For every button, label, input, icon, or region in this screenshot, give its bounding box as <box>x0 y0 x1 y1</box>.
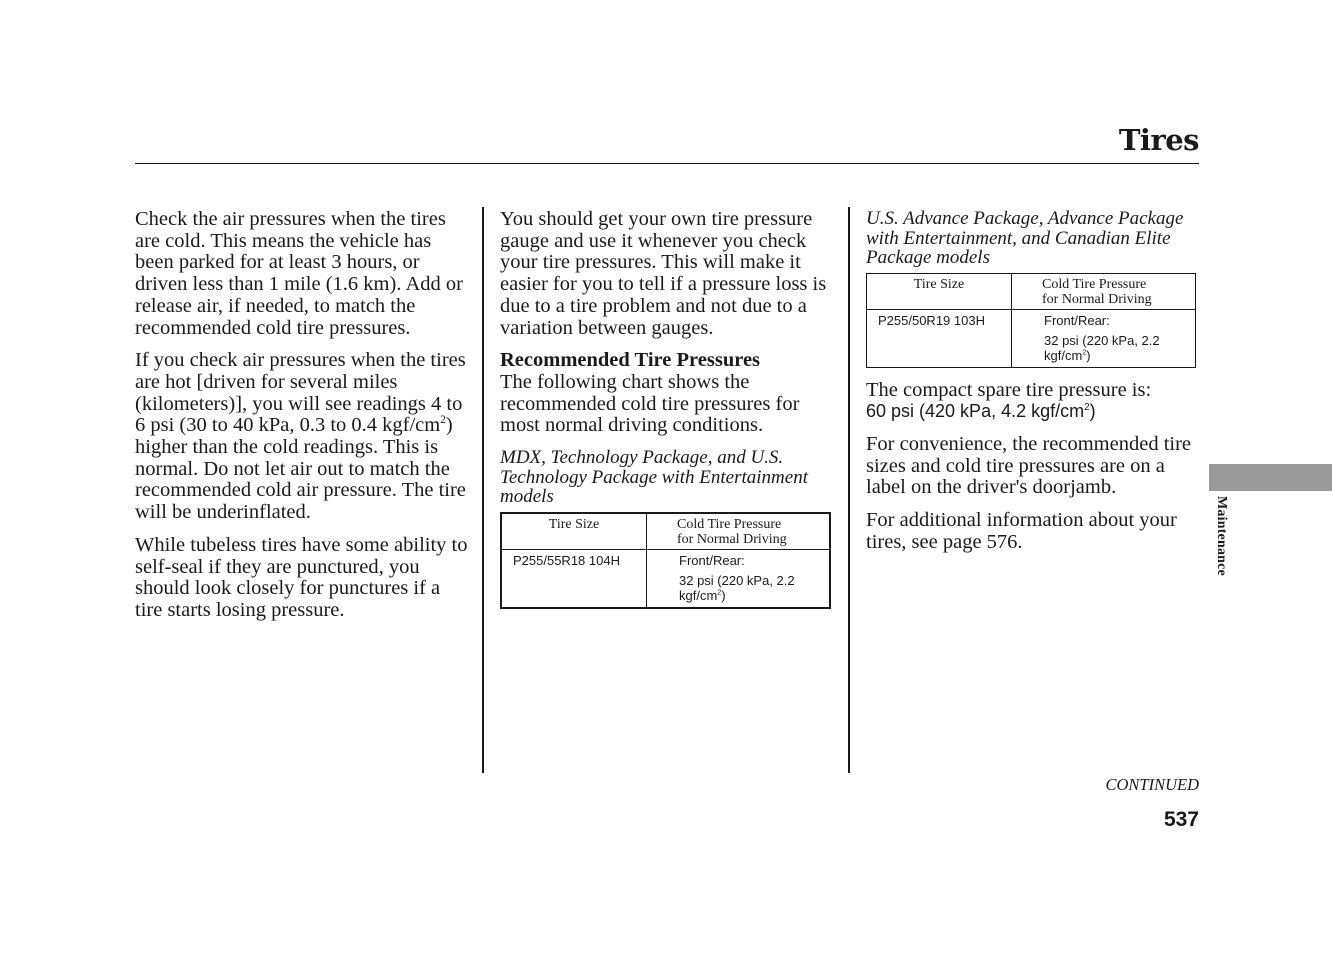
squared-superscript: 2 <box>717 588 722 597</box>
pressure-value-text: 32 psi (220 kPa, 2.2 kgf/cm <box>679 572 795 603</box>
squared-superscript: 2 <box>1084 402 1090 414</box>
pressure-value-close: ) <box>1086 347 1091 363</box>
pressure-value <box>679 573 819 603</box>
table-header-row <box>501 513 830 550</box>
tire-pressure-table-mdx <box>500 512 831 609</box>
hot-check-paragraph <box>135 350 471 524</box>
chart-intro-paragraph: The following chart shows the recommended cold tire pressures for most normal driving conditions. <box>500 370 800 437</box>
pressure-cell <box>1012 309 1196 367</box>
col-header-pressure <box>647 513 831 550</box>
table-caption-mdx: MDX, Technology Package, and U.S. Technology Package with Entertainment models <box>500 447 808 508</box>
pressure-label: Front/Rear: <box>1044 312 1110 328</box>
table-header-row <box>867 273 1196 309</box>
column-3 <box>866 209 1202 564</box>
pressure-value-text: 32 psi (220 kPa, 2.2 kgf/cm <box>1044 332 1160 363</box>
spare-pressure-value <box>866 401 1096 421</box>
col-header-tire-size: Tire Size <box>501 513 647 550</box>
table-row <box>501 549 830 608</box>
tire-size-cell: P255/50R19 103H <box>867 309 1012 367</box>
col-header-tire-size: Tire Size <box>867 273 1012 309</box>
table-row <box>867 309 1196 367</box>
spare-value-text: 60 psi (420 kPa, 4.2 kgf/cm <box>866 401 1085 422</box>
table-caption-advance: U.S. Advance Package, Advance Package with Entertainment, and Canadian Elite Package models <box>866 208 1184 268</box>
page-number: 537 <box>1163 808 1199 831</box>
section-heading: Recommended Tire Pressures <box>500 349 761 372</box>
hot-check-text-b: ) higher than the cold readings. This is normal. Do not let air out to match the recommended cold air pressure. The tire will be underinflated. <box>135 414 466 524</box>
col-header-pressure-line1: Cold Tire Pressure <box>1042 276 1147 292</box>
tire-size-cell: P255/55R18 104H <box>501 549 647 608</box>
squared-superscript: 2 <box>1082 348 1087 357</box>
gauge-paragraph: You should get your own tire pressure gauge and use it whenever you check your tire pressures. This will make it easier for you to tell if a pressure loss is due to a tire problem and not due to a variation between gauges. <box>500 208 827 339</box>
spare-value-close: ) <box>1089 401 1096 422</box>
squared-superscript: 2 <box>440 414 446 427</box>
cold-check-paragraph: Check the air pressures when the tires are cold. This means the vehicle has been parked for at least 3 hours, or driven less than 1 mile (1.6 km). Add or release air, if needed, to match the recommended cold tire pressures. <box>135 208 463 339</box>
continued-label: CONTINUED <box>1105 775 1199 794</box>
column-divider-1 <box>482 207 484 773</box>
pressure-value <box>1044 333 1185 363</box>
spare-intro: The compact spare tire pressure is: <box>866 378 1152 401</box>
col-header-pressure-line2: for Normal Driving <box>1042 292 1152 307</box>
section-label-text: Maintenance <box>1214 496 1229 576</box>
col-header-pressure-line1: Cold Tire Pressure <box>677 516 782 532</box>
tubeless-paragraph: While tubeless tires have some ability to self-seal if they are punctured, you should look closely for punctures if a tire starts losing pressure. <box>135 533 468 621</box>
page-title: Tires <box>1118 123 1199 157</box>
tire-pressure-table-advance <box>866 273 1196 368</box>
column-1 <box>135 209 471 633</box>
spare-tire-paragraph <box>866 380 1202 423</box>
column-2 <box>500 209 836 621</box>
more-info-paragraph: For additional information about your tires, see page 576. <box>866 509 1177 553</box>
col-header-pressure <box>1012 273 1196 309</box>
column-divider-2 <box>848 207 850 773</box>
section-label <box>1213 496 1229 576</box>
col-header-pressure-line2: for Normal Driving <box>677 532 787 548</box>
header-rule <box>135 163 1199 164</box>
pressure-cell <box>647 549 831 608</box>
label-location-paragraph: For convenience, the recommended tire sizes and cold tire pressures are on a label on the driver's doorjamb. <box>866 432 1192 499</box>
hot-check-text-a: If you check air pressures when the tires are hot [driven for several miles (kilometers)], you will see readings 4 to 6 psi (30 to 40 kPa, 0.3 to 0.4 kgf/cm <box>135 349 466 437</box>
pressure-label: Front/Rear: <box>679 552 745 568</box>
pressure-value-close: ) <box>721 587 726 603</box>
section-tab <box>1209 464 1332 491</box>
